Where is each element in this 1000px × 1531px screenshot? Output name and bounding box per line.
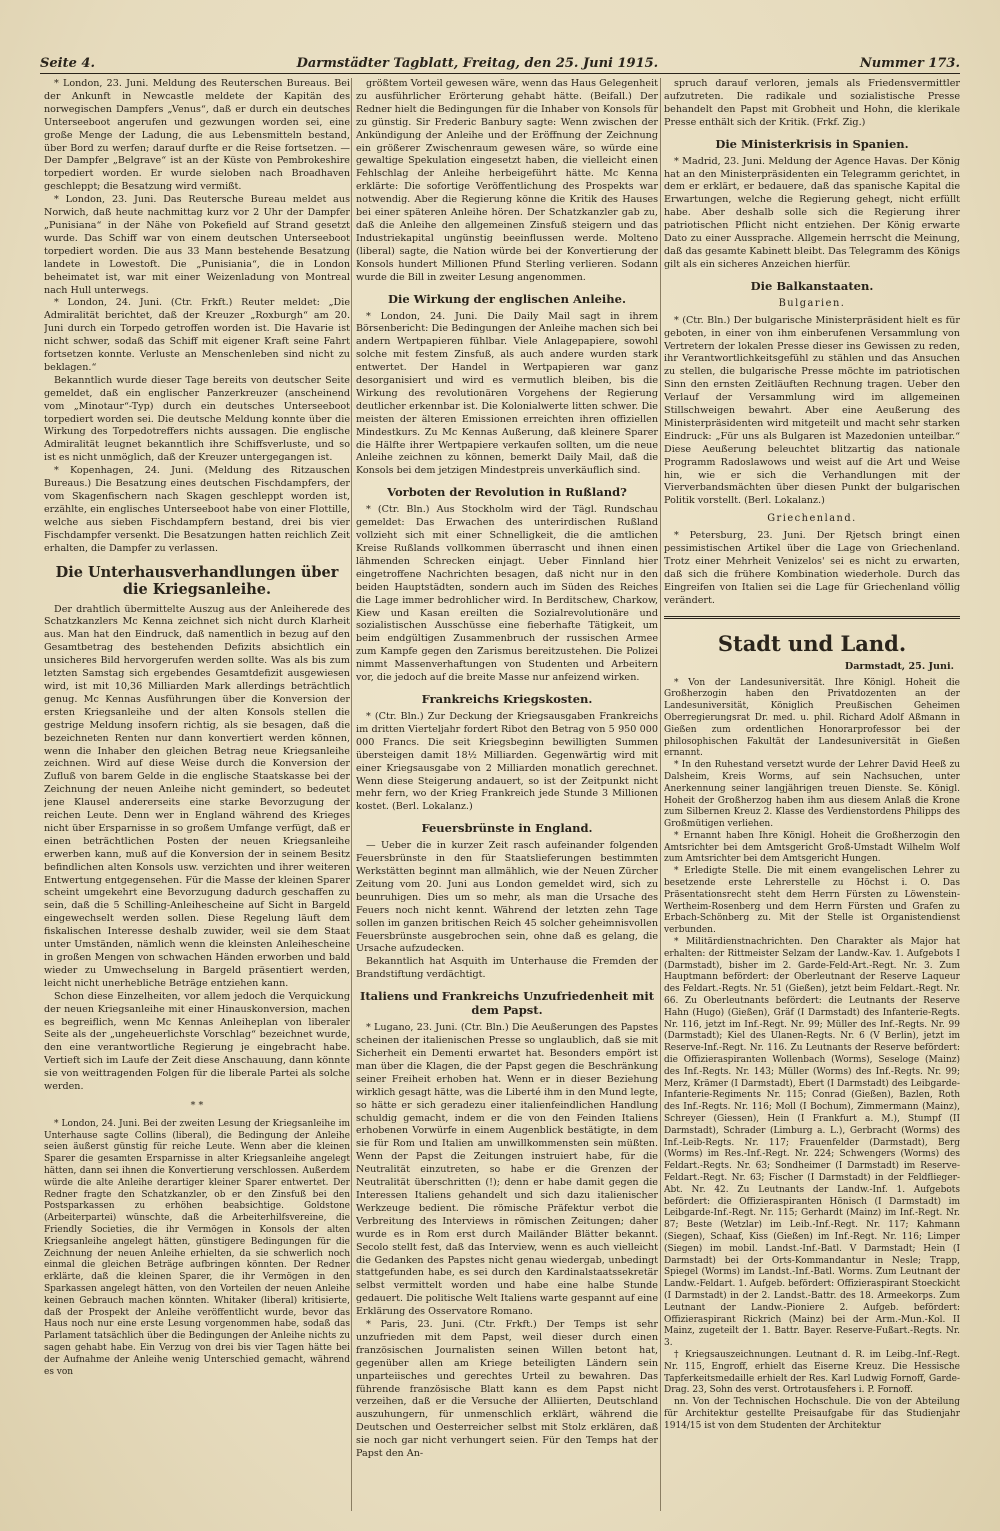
- article-paragraph: * Petersburg, 23. Juni. Der Rjetsch bringt einen pessimistischen Artikel über die Lage von Griechenland. Trotz einer Mehrheit Venizelos' sei es nicht zu erwarten, daß sich die frühere Kombination wiederhole. Durch das Eingreifen von Italien sei die Lage für Griechenland völlig verändert.: [664, 530, 960, 606]
- issue-number: Nummer 173.: [859, 55, 960, 71]
- article-paragraph: spruch darauf verloren, jemals als Friedensvermittler aufzutreten. Die radikale und sozialistische Presse behandelt den Papst mit Grobheit und Hohn, die klerikale Presse enthält sich der Kritik. (Frkf. Zig.): [664, 78, 960, 128]
- article-paragraph: Schon diese Einzelheiten, vor allem jedoch die Verquickung der neuen Kriegsanleihe mit einer Hinauskonversion, machen es begreiflich, wenn Mc Kennas Anleiheplan von liberaler Seite als der „ungeheuerlichste Vorschlag“ bezeichnet wurde, den eine verantwortliche Regierung je eingebracht habe. Vertieft sich im Laufe der Zeit diese Anschauung, dann könnte sie von weittragenden Folgen für die liberale Partei als solche werden.: [44, 990, 350, 1093]
- section-separator: * *: [190, 1099, 204, 1111]
- section-rule: [664, 616, 960, 619]
- article-paragraph: * Erledigte Stelle. Die mit einem evangelischen Lehrer zu besetzende erste Lehrerstelle zu Höchst i. O. Das Präsentationsrecht steht dem Herrn Fürsten zu Löwenstein-Wertheim-Rosenberg und dem Herrn Fürsten und Grafen zu Erbach-Schönberg zu. Mit der Stelle ist Organistendienst verbunden.: [664, 866, 960, 936]
- subsection-heading: Bulgarien.: [778, 297, 846, 309]
- article-paragraph: — Ueber die in kurzer Zeit rasch aufeinander folgenden Feuersbrünste in den für Staatslieferungen bestimmten Werkstätten beginnt man allmählich, wie der Neuen Zürcher Zeitung vom 20. Juni aus London gemeldet wird, sich zu beunruhigen. Dies um so mehr, als man die Ursache des Feuers noch nicht kennt. Während der letzten zehn Tage sollen im ganzen britischen Reich 45 solcher geheimnisvollen Feuersbrünste ausgebrochen sein, ohne daß es gelang, die Ursache aufzudecken.: [356, 840, 658, 955]
- article-paragraph: Der drahtlich übermittelte Auszug aus der Anleiherede des Schatzkanzlers Mc Kenna zeichnet sich nicht durch Klarheit aus. Man hat den Eindruck, daß namentlich in bezug auf den Gesamtbetrag des bestehenden Defizits absichtlich ein unsicheres Bild hervorgerufen werden sollte. Was als bis zum letzten Samstag sich ergebendes Gesamtdefizit ausgewiesen wird, ist mit 10,36 Milliarden Mark allerdings beträchtlich genug. Mc Kennas Ausführungen über die Konversion der ersten Kriegsanleihe und der alten Konsols stellen die gestrige Meldung insofern richtig, als sie besagen, daß die bezeichneten Renten nur dann konvertiert werden können, wenn die Inhaber den gleichen Betrag neue Kriegsanleihe zeichnen. Wird auf diese Weise durch die Konversion der Zufluß von barem Gelde in die englische Staatskasse bei der Zeichnung der neuen Anleihe nicht gemindert, so bedeutet jene Klausel andererseits eine starke Bevorzugung der reichen Leute. Denn wer in England während des Krieges nicht über Ersparnisse in so großem Umfange verfügt, daß er einen beträchtlichen Posten der neuen Kriegsanleihe erwerben kann, muß auf die Konversion der in seinem Besitz befindlichen alten Konsols usw. verzichten und ihrer weiteren Entwertung entgegensehen. Für die Masse der kleinen Sparer scheint umgekehrt eine Bevorzugung dadurch geschaffen zu sein, daß die 5 Schilling-Anleihescheine auf Sicht in Bargeld eingewechselt werden sollen. Diese Regelung läuft dem fiskalischen Interesse deshalb zuwider, weil sie dem Staat unter Umständen, nämlich wenn die kleinsten Anleihescheine in großen Mengen von schwachen Händen erworben und bald wieder zu Umwechselung in Bargeld präsentiert werden, leicht nicht unerhebliche Beträge entziehen kann.: [44, 603, 350, 989]
- page-header: [40, 52, 960, 74]
- article-paragraph: * Madrid, 23. Juni. Meldung der Agence Havas. Der König hat an den Ministerpräsidenten ein Telegramm gerichtet, in dem er erklärt, er bedauere, daß das spanische Kapital die Erwartungen, welche die Regierung gehegt, nicht erfüllt habe. Aber deshalb solle sich die Regierung ihrer patriotischen Pflicht nicht entziehen. Der König erwarte Dato zu einer Aussprache. Allgemein herrscht die Meinung, daß das gesamte Kabinett bleibt. Das Telegramm des Königs gilt als ein sicheres Anzeichen hierfür.: [664, 155, 960, 270]
- article-paragraph: * London, 24. Juni. Bei der zweiten Lesung der Kriegsanleihe im Unterhause sagte Collins (liberal), die Bedingung der Anleihe seien äußerst günstig für reiche Leute. Wenn aber die kleinen Sparer die gesamten Ersparnisse in alter Kriegsanleihe angelegt hätten, dann sei ihnen die Konvertierung verschlossen. Außerdem würde die alte Anleihe derartiger kleiner Sparer entwertet. Der Redner fragte den Schatzkanzler, ob er den Zinsfuß bei den Postsparkassen zu erhöhen beabsichtige. Goldstone (Arbeiterpartei) wünschte, daß die Arbeiterhilfsvereine, die Friendly Societies, die ihr Vermögen in Konsols der alten Kriegsanleihe angelegt hätten, günstigere Bedingungen für die Zeichnung der neuen Anleihe erhielten, da sie schwerlich noch einmal die gleichen Beträge aufbringen könnten. Der Redner erklärte, daß die kleinen Sparer, die ihr Vermögen in den Sparkassen angelegt hätten, von den Vorteilen der neuen Anleihe keinen Gebrauch machen könnten. Whitaker (liberal) kritisierte, daß der Prospekt der Anleihe veröffentlicht wurde, bevor das Haus noch nur eine erste Lesung vorgenommen habe, sodaß das Parlament tatsächlich über die Bedingungen der Anleihe nichts zu sagen gehabt habe. Ein Verzug von drei bis vier Tagen hätte bei der Aufnahme der Anleihe wenig Unterschied gemacht, während es von: [44, 1118, 350, 1377]
- article-paragraph: † Kriegsauszeichnungen. Leutnant d. R. im Leibg.-Inf.-Regt. Nr. 115, Engroff, erhielt das Eiserne Kreuz. Die Hessische Tapferkeitsmedaille erhielt der Res. Karl Ludwig Fornoff, Garde-Drag. 23, Sohn des verst. Ortrotausfehers i. P. Fornoff.: [664, 1349, 960, 1396]
- dateline: Darmstadt, 25. Juni.: [844, 660, 954, 672]
- column-1: [44, 78, 350, 1511]
- header-rule: [40, 73, 960, 74]
- article-heading: Vorboten der Revolution in Rußland?: [387, 485, 627, 500]
- article-heading: Die Balkanstaaten.: [750, 278, 874, 293]
- article-paragraph: * Lugano, 23. Juni. (Ctr. Bln.) Die Aeußerungen des Papstes scheinen der italienischen Presse so unglaublich, daß sie mit Sicherheit ein Dementi erwartet hat. Besonders empört ist man über die Klagen, die der Papst gegen die Beschränkung seiner Freiheit erhoben hat. Wenn er in dieser Beziehung wirklich gesagt hätte, was die Liberté ihm in den Mund legte, so hätte er sich geradezu einer italienfeindlichen Handlung schuldig gemacht, indem er die von den Feinden Italiens erhobenen Vorwürfe in einem Augenblick bestätigte, in dem sie für Rom und Italien am unwillkommensten sein müßten. Wenn der Papst die Zeitungen instruiert habe, für die Neutralität einzutreten, so habe er die Grenzen der Neutralität überschritten (!); denn er habe damit gegen die Interessen Italiens gehandelt und sich dazu italienischer Werkzeuge bedient. Die römische Präfektur verbot die Verbreitung des Interviews in römischen Zeitungen; daher wurde es in Rom erst durch Mailänder Blätter bekannt. Secolo stellt fest, daß das Interview, wenn es auch vielleicht die Gedanken des Papstes nicht genau wiedergab, unbedingt stattgefunden habe, es sei durch den Kardinalstaatssekretär selbst vermittelt worden und habe eine halbe Stunde gedauert. Die politische Welt Italiens warte gespannt auf eine Erklärung des Osservatore Romano.: [356, 1022, 658, 1318]
- article-paragraph: nn. Von der Technischen Hochschule. Die von der Abteilung für Architektur gestellte Preisaufgabe für das Studienjahr 1914/15 ist von dem Studenten der Architektur: [664, 1397, 960, 1431]
- section-title: Stadt und Land.: [717, 630, 907, 656]
- page-number: Seite 4.: [40, 55, 95, 71]
- masthead-title: Darmstädter Tagblatt, Freitag, den 25. Juni 1915.: [296, 55, 659, 71]
- article-paragraph: * Von der Landesuniversität. Ihre Königl. Hoheit die Großherzogin haben den Privatdozenten an der Landesuniversität, Königlich Preußischen Geheimen Oberregierungsrat Dr. med. u. phil. Richard Adolf Aßmann in Gießen zum ordentlichen Honorarprofessor bei der philosophischen Fakultät der Landesuniversität in Gießen ernannt.: [664, 677, 960, 759]
- column-divider: [351, 78, 352, 1511]
- article-paragraph: Bekanntlich wurde dieser Tage bereits von deutscher Seite gemeldet, daß ein englischer Panzerkreuzer (anscheinend vom „Minotaur“-Typ) durch ein deutsches Unterseeboot torpediert worden sei. Die deutsche Meldung konnte über die Wirkung des Torpedotreffers nichts aussagen. Die englische Admiralität leugnet bekanntlich ihre Schiffsverluste, und so ist es nicht unmöglich, daß der Kreuzer untergegangen ist.: [44, 374, 350, 464]
- article-heading: Italiens und Frankreichs Unzufriedenheit mit dem Papst.: [359, 989, 655, 1018]
- article-heading: Die Wirkung der englischen Anleihe.: [388, 291, 626, 306]
- article-paragraph: * Ernannt haben Ihre Königl. Hoheit die Großherzogin den Amtsrichter bei dem Amtsgericht Groß-Umstadt Wilhelm Wolf zum Amtsrichter bei dem Amtsgericht Hungen.: [664, 830, 960, 865]
- article-paragraph: * London, 23. Juni. Das Reutersche Bureau meldet aus Norwich, daß heute nachmittag kurz vor 2 Uhr der Dampfer „Punisiana“ in der Nähe von Pokefield auf Strand gesetzt wurde. Das Schiff war von einem deutschen Unterseeboot torpediert worden. Die aus 33 Mann bestehende Besatzung landete in Lowestoft. Die „Punisiania“, die in London beheimatet ist, war mit einer Weizenladung von Montreal nach Hull unterwegs.: [44, 194, 350, 296]
- article-paragraph: * In den Ruhestand versetzt wurde der Lehrer David Heeß zu Dalsheim, Kreis Worms, auf sein Nachsuchen, unter Anerkennung seiner langjährigen treuen Dienste. Se. Königl. Hoheit der Großherzog haben ihm aus diesem Anlaß die Krone zum Silbernen Kreuz 2. Klasse des Verdienstordens Philipps des Großmütigen verliehen.: [664, 760, 960, 830]
- article-paragraph: Bekanntlich hat Asquith im Unterhause die Fremden der Brandstiftung verdächtigt.: [356, 956, 658, 981]
- article-paragraph: * London, 24. Juni. Die Daily Mail sagt in ihrem Börsenbericht: Die Bedingungen der Anleihe machen sich bei andern Wertpapieren fühlbar. Viele Anlagepapiere, sowohl solche mit festem Zinsfuß, als auch andere wurden stark entwertet. Der Handel in Wertpapieren war ganz desorganisiert und wird es vermutlich bleiben, bis die Wirkung des revolutionären Vorgehens der Regierung deutlicher erkennbar ist. Die Kolonialwerte litten schwer. Die meisten der älteren Emissionen erreichten ihren offiziellen Mindestkurs. Zu Mc Kennas Außerung, daß kleinere Sparer die Hälfte ihrer Wertpapiere verkaufen sollten, um die neue Anleihe zeichnen zu können, bemerkt Daily Mail, daß die Konsols bei dem jetzigen Mindestpreis unverkäuflich sind.: [356, 310, 658, 477]
- article-heading: Die Unterhausverhandlungen über die Kriegsanleihe.: [55, 563, 339, 598]
- article-paragraph: größtem Vorteil gewesen wäre, wenn das Haus Gelegenheit zu ausführlicher Erörterung gehabt hätte. (Beifall.) Der Redner hielt die Bedingungen für die Inhaber von Konsols für zu günstig. Sir Frederic Banbury sagte: Wenn zwischen der Ankündigung der Anleihe und der Eröffnung der Zeichnung ein größerer Zwischenraum gewesen wäre, so würde eine gewaltige Spekulation eingesetzt haben, die vielleicht einen Fehlschlag der Anleihe herbeigeführt hätte. Mc Kenna erklärte: Die sofortige Veröffentlichung des Prospekts war notwendig. Aber die Regierung könne die Kritik des Hauses bei einer späteren Anleihe hören. Der Schatzkanzler gab zu, daß die Anleihe den allgemeinen Zinsfuß steigern und das Industriekapital ungünstig beeinflussen werde. Molteno (liberal) sagte, die Nation würde bei der Konvertierung der Konsols hundert Millionen Pfund Sterling verlieren. Sodann wurde die Bill in zweiter Lesung angenommen.: [356, 78, 658, 283]
- article-paragraph: * Paris, 23. Juni. (Ctr. Frkft.) Der Temps ist sehr unzufrieden mit dem Papst, weil dieser durch einen französischen Journalisten seinen Willen betont hat, gegenüber allen am Kriege beteiligten Ländern sein unparteiisches und gerechtes Urteil zu bewahren. Das führende französische Blatt kann es dem Papst nicht verzeihen, daß er die Versuche der Alliierten, Deutschland auszuhungern, für unmenschlich erklärt, während die Deutschen und Oesterreicher selbst mit Stolz erklären, daß sie noch gar nicht verhungert seien. Für den Temps hat der Papst den An-: [356, 1319, 658, 1460]
- subsection-heading: Griechenland.: [767, 513, 857, 525]
- article-paragraph: * (Ctr. Bln.) Zur Deckung der Kriegsausgaben Frankreichs im dritten Vierteljahr fordert Ribot den Betrag von 5 950 000 000 Francs. Die seit Kriegsbeginn bewilligten Summen übersteigen damit 18½ Milliarden. Gegenwärtig wird mit einer Kriegsausgabe von 2 Milliarden monatlich gerechnet. Wenn diese Steigerung andauert, so ist der Zeitpunkt nicht mehr fern, wo der Krieg Frankreich jede Stunde 3 Millionen kostet. (Berl. Lokalanz.): [356, 710, 658, 813]
- article-paragraph: * Kopenhagen, 24. Juni. (Meldung des Ritzauschen Bureaus.) Die Besatzung eines deutschen Fischdampfers, der vom Skagenfischern nach Skagen geschleppt worden ist, erzählte, ein englisches Unterseeboot habe von einer Flottille, welche aus sieben Fischdampfern bestand, drei bis vier Fischdampfer versenkt. Die Besatzungen hatten reichlich Zeit erhalten, die Dampfer zu verlassen.: [44, 465, 350, 554]
- article-heading: Die Ministerkrisis in Spanien.: [715, 136, 909, 151]
- column-divider: [660, 78, 661, 1511]
- article-heading: Feuersbrünste in England.: [421, 821, 593, 836]
- article-paragraph: * (Ctr. Bln.) Der bulgarische Ministerpräsident hielt es für geboten, in einer von ihm einberufenen Versammlung von Vertretern der lokalen Presse dieser ins Gewissen zu reden, ihr Verantwortlichkeitsgefühl zu stählen und das Ansuchen zu stellen, die bulgarische Presse möchte im patriotischen Sinn den ernsten Zeitläuften Rechnung tragen. Ueber den Verlauf der Versammlung wird im allgemeinen Stillschweigen bewahrt. Aber eine Aeußerung des Ministerpräsidenten wird mitgeteilt und macht sehr starken Eindruck: „Für uns als Bulgaren ist Mazedonien unteilbar.“ Diese Aeußerung beleuchtet blitzartig das nationale Programm Radoslawows und weist auf die Art und Weise hin, wie er sich die Verhandlungen mit der Vierverbandsmächten über diesen Punkt der bulgarischen Politik vorstellt. (Berl. Lokalanz.): [664, 314, 960, 507]
- article-paragraph: * London, 23. Juni. Meldung des Reuterschen Bureaus. Bei der Ankunft in Newcastle meldete der Kapitän des norwegischen Dampfers „Venus“, daß er durch ein deutsches Unterseeboot angerufen und gezwungen worden sei, eine große Menge der Ladung, die aus Lebensmitteln bestand, über Bord zu werfen; darauf durfte er die Reise fortsetzen. — Der Dampfer „Belgrave“ ist an der Küste von Pembrokeshire torpediert worden. Er wurde sieloben nach Broadhaven geschleppt; die Besatzung wird vermißt.: [44, 78, 350, 193]
- article-paragraph: * (Ctr. Bln.) Aus Stockholm wird der Tägl. Rundschau gemeldet: Das Erwachen des unterirdischen Rußland vollzieht sich mit einer Schnelligkeit, die die amtlichen Kreise Rußlands vollkommen überrascht und ihnen einen lähmenden Schrecken einjagt. Ueber Finnland hier eingetroffene Nachrichten besagen, daß nicht nur in den beiden Hauptstädten, sondern auch im Süden des Reiches die Lage immer bedrohlicher wird. In Berditschew, Charkow, Kiew und Kasan ereilten die Sozialrevolutionäre und sozialistischen Ausschüsse eine fieberhafte Tätigkeit, um beim endgültigen Zusammenbruch der russischen Armee zum Kampfe gegen den Zarismus bereitzustehen. Die Polizei nimmt Massenverhaftungen von Studenten und Arbeitern vor, die jedoch auf die breite Masse nur anfeizend wirken.: [356, 504, 658, 684]
- article-heading: Frankreichs Kriegskosten.: [421, 691, 593, 706]
- column-3: [664, 78, 960, 1511]
- column-2: [356, 78, 658, 1511]
- article-paragraph: * London, 24. Juni. (Ctr. Frkft.) Reuter meldet: „Die Admiralität berichtet, daß der Kreuzer „Roxburgh“ am 20. Juni durch ein Torpedo getroffen worden ist. Die Havarie ist nicht schwer, sodaß das Schiff mit eigener Kraft seine Fahrt fortsetzen konnte. Verluste an Menschenleben sind nicht zu beklagen.“: [44, 297, 350, 373]
- article-paragraph: * Militärdienstnachrichten. Den Charakter als Major hat erhalten: der Rittmeister Selzam der Landw.-Kav. 1. Aufgebots I (Darmstadt), bisher im 2. Garde-Feld-Art.-Regt. Nr. 3. Zum Hauptmann befördert: der Oberleutnant der Reserve Laqueur des Feldart.-Regts. Nr. 51 (Gießen), jetzt beim Feldart.-Regt. Nr. 66. Zu Oberleutnants befördert: die Leutnants der Reserve Hahn (Hugo) (Gießen), Gräf (I Darmstadt) des Infanterie-Regts. Nr. 116, jetzt im Inf.-Regt. Nr. 99; Müller des Inf.-Regts. Nr. 99 (Darmstadt); Kiel des Ulanen-Regts. Nr. 6 (V Berlin), jetzt im Reserve-Inf.-Regt. Nr. 116. Zu Leutnants der Reserve befördert: die Offizieraspiranten Wollenbach (Worms), Seseloge (Mainz) des Inf.-Regts. Nr. 143; Müller (Worms) des Inf.-Regts. Nr. 99; Merz, Krämer (I Darmstadt), Ebert (I Darmstadt) des Leibgarde-Infanterie-Regiments Nr. 115; Conrad (Gießen), Bazlen, Roth des Inf.-Regts. Nr. 116; Moll (I Bochum), Zimmermann (Mainz), Schreyer (Giessen), Hein (I Frankfurt a. M.), Stumpf (II Darmstadt), Schrader (Limburg a. L.), Gerbracht (Worms) des Inf.-Leib-Regts. Nr. 117; Frauenfelder (Darmstadt), Berg (Worms) im Res.-Inf.-Regt. Nr. 224; Schwengers (Worms) des Feldart.-Regts. Nr. 63; Sondheimer (I Darmstadt) im Reserve-Feldart.-Regt. Nr. 63; Fischer (I Darmstadt) in der Feldflieger-Abt. Nr. 42. Zu Leutnants der Landw.-Inf. 1. Aufgebots befördert: die Offizieraspiranten Hönisch (I Darmstadt) im Leibgarde-Inf.-Regt. Nr. 115; Gerhardt (Mainz) im Inf.-Regt. Nr. 87; Beste (Wetzlar) im Leib.-Inf.-Regt. Nr. 117; Kahmann (Siegen), Schaaf, Kiss (Gießen) im Inf.-Regt. Nr. 116; Limper (Siegen) im mobil. Landst.-Inf.-Batl. V Darmstadt; Hein (I Darmstadt) bei der Orts-Kommandantur in Nesle; Trapp, Spiegel (Worms) im Landst.-Inf.-Batl. Worms. Zum Leutnant der Landw.-Feldart. 1. Aufgeb. befördert: Offizieraspirant Stoeckicht (I Darmstadt) in der 2. Landst.-Battr. des 18. Armeekorps. Zum Leutnant der Landw.-Pioniere 2. Aufgeb. befördert: Offizieraspirant Rickrich (Mainz) bei der Arm.-Mun.-Kol. II Mainz, zugeteilt der 1. Battr. Bayer. Reserve-Fußart.-Regts. Nr. 3.: [664, 937, 960, 1349]
